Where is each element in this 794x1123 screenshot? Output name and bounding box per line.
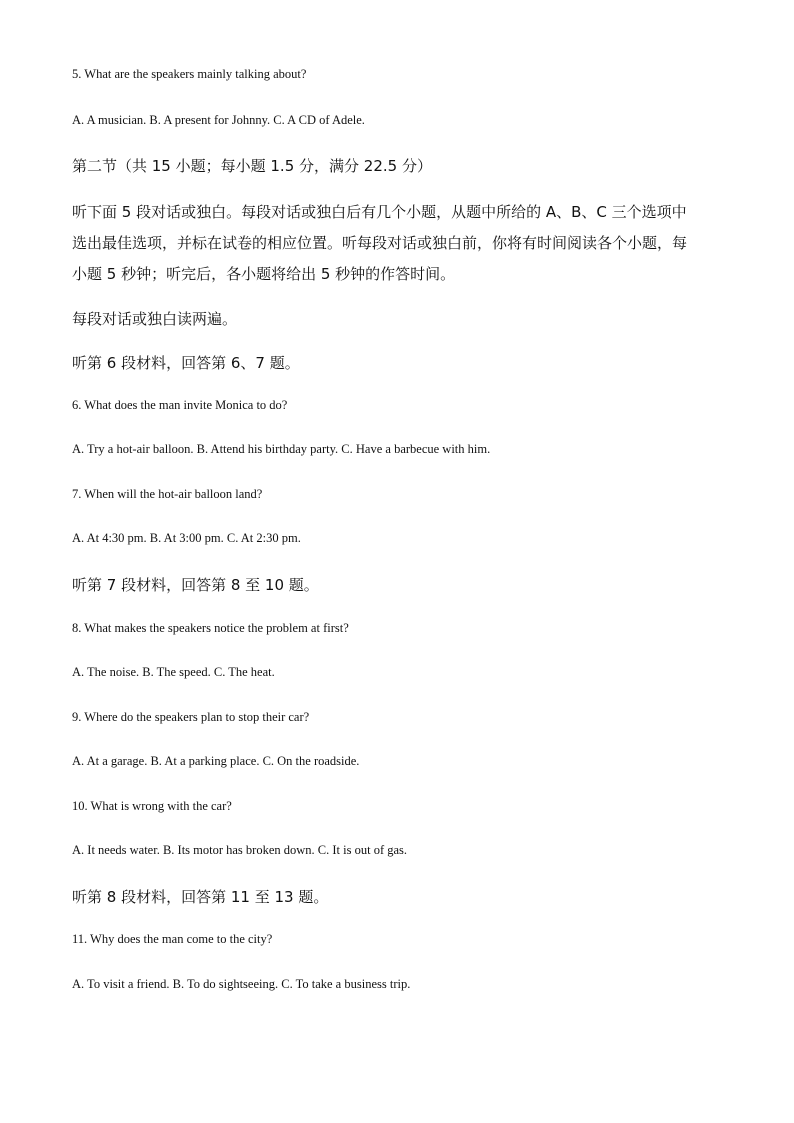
question-9-options: A. At a garage. B. At a parking place. C. On the roadside. xyxy=(72,754,360,768)
question-11-options: A. To visit a friend. B. To do sightseeing. C. To take a business trip. xyxy=(72,977,411,991)
question-10-options: A. It needs water. B. Its motor has broken down. C. It is out of gas. xyxy=(72,843,408,857)
question-6-options: A. Try a hot-air balloon. B. Attend his birthday party. C. Have a barbecue with him. xyxy=(72,442,491,456)
question-9: 9. Where do the speakers plan to stop their car? xyxy=(72,710,310,724)
instructions-line-1: 听下面 5 段对话或独白。每段对话或独白后有几个小题，从题中所给的 A、B、C 三个选项中 xyxy=(72,203,687,221)
instructions-line-3: 小题 5 秒钟；听完后，各小题将给出 5 秒钟的作答时间。 xyxy=(72,265,456,283)
question-5: 5. What are the speakers mainly talking about? xyxy=(72,67,307,81)
read-twice-note: 每段对话或独白读两遍。 xyxy=(72,310,238,328)
question-6: 6. What does the man invite Monica to do? xyxy=(72,398,288,412)
question-8: 8. What makes the speakers notice the problem at first? xyxy=(72,621,349,635)
material-6-heading: 听第 6 段材料，回答第 6、7 题。 xyxy=(72,354,300,372)
material-8-heading: 听第 8 段材料，回答第 11 至 13 题。 xyxy=(72,888,329,906)
question-11: 11. Why does the man come to the city? xyxy=(72,932,273,946)
question-10: 10. What is wrong with the car? xyxy=(72,799,232,813)
question-7-options: A. At 4:30 pm. B. At 3:00 pm. C. At 2:30 pm. xyxy=(72,531,301,545)
material-7-heading: 听第 7 段材料，回答第 8 至 10 题。 xyxy=(72,576,319,594)
question-5-options: A. A musician. B. A present for Johnny. C. A CD of Adele. xyxy=(72,113,365,127)
section-2-heading: 第二节（共 15 小题；每小题 1.5 分，满分 22.5 分） xyxy=(72,157,432,175)
question-8-options: A. The noise. B. The speed. C. The heat. xyxy=(72,665,275,679)
question-7: 7. When will the hot-air balloon land? xyxy=(72,487,263,501)
instructions-line-2: 选出最佳选项，并标在试卷的相应位置。听每段对话或独白前，你将有时间阅读各个小题，每 xyxy=(72,234,688,252)
